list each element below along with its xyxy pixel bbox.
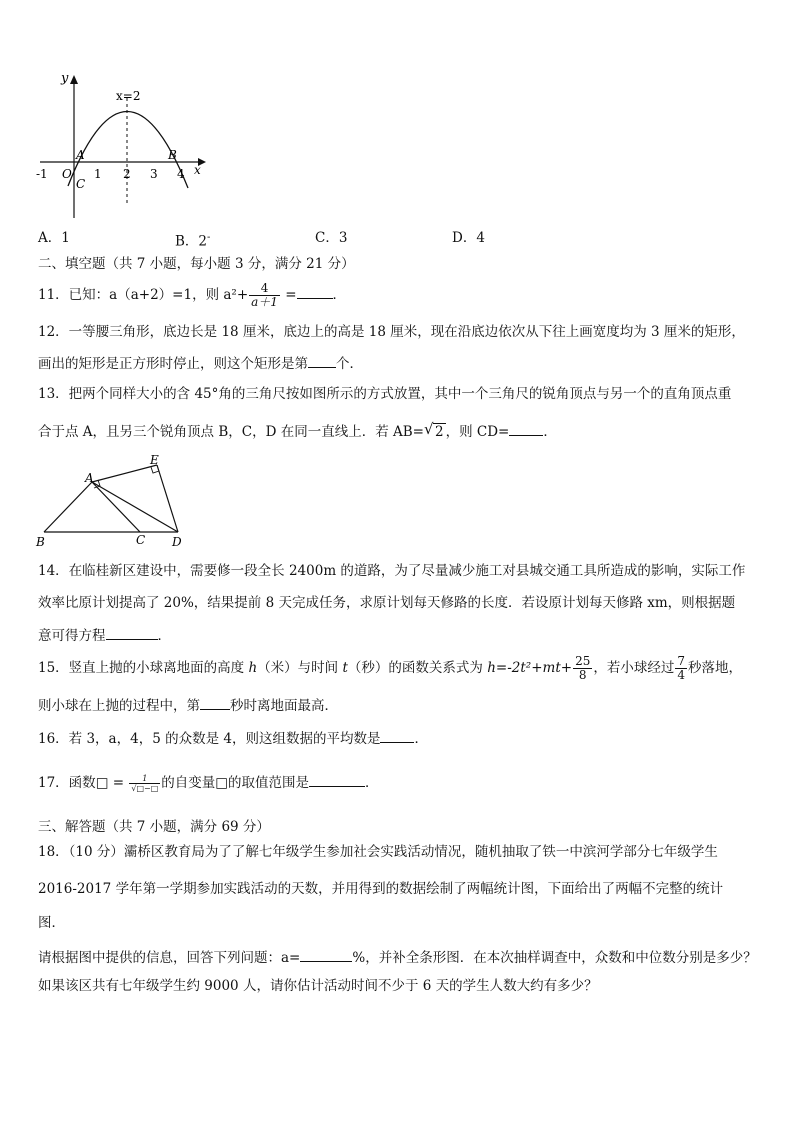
x-label: x bbox=[194, 163, 201, 177]
q17-frac-den: √□−□ bbox=[131, 784, 159, 793]
q13-line2-end: ． bbox=[543, 424, 557, 440]
q15-mid1: （米）与时间 bbox=[257, 660, 343, 676]
q18-line1: 18．（10 分）灞桥区教育局为了了解七年级学生参加社会实践活动情况，随机抽取了铁一中滨河学部分七年级学生 bbox=[38, 844, 718, 860]
q15-frac2-num: 7 bbox=[677, 654, 685, 668]
q15-post: 秒落地， bbox=[687, 660, 742, 676]
q18-line4-pre: 请根据图中提供的信息，回答下列问题：a= bbox=[38, 950, 301, 966]
option-d[interactable]: D．4 bbox=[452, 230, 485, 246]
tick-label: 1 bbox=[94, 167, 102, 181]
q17-fraction bbox=[129, 774, 160, 793]
option-a[interactable]: A．1 bbox=[38, 230, 70, 246]
q12-line2-post: 个． bbox=[336, 356, 363, 372]
q15-line2-post: 秒时离地面最高． bbox=[230, 698, 338, 714]
q17-post: 的取值范围是 bbox=[228, 775, 310, 791]
q13-answer-blank[interactable] bbox=[509, 421, 543, 436]
q14-line2: 效率比原计划提高了 20%，结果提前 8 天完成任务，求原计划每天修路的长度．若设原计划每天修路 xm，则根据题 bbox=[38, 595, 736, 611]
label-e: E bbox=[150, 453, 159, 467]
q15-frac1-den: 8 bbox=[573, 668, 592, 682]
sqrt-icon: √ bbox=[423, 420, 434, 438]
parabola-graph bbox=[30, 68, 210, 228]
q17-box2: □ bbox=[215, 775, 229, 791]
option-b-text: B．2 bbox=[175, 233, 208, 250]
label-a: A bbox=[85, 471, 94, 485]
q13-line2 bbox=[38, 421, 557, 441]
q16-pre: 16．若 3，a，4，5 的众数是 4，则这组数据的平均数是 bbox=[38, 731, 381, 747]
q15-frac2-den: 4 bbox=[677, 668, 685, 682]
axis-line-label: x=2 bbox=[116, 89, 141, 103]
point-c-label: C bbox=[76, 177, 86, 191]
option-c[interactable]: C．3 bbox=[315, 230, 348, 246]
q13-line2-mid: ，则 CD= bbox=[445, 424, 510, 440]
q15-line2-pre: 则小球在上抛的过程中，第 bbox=[38, 698, 200, 714]
q12-line2 bbox=[38, 353, 363, 373]
q16-answer-blank[interactable] bbox=[380, 728, 414, 743]
q11-prefix: 11．已知：a（a+2）=1，则 a²+ bbox=[38, 287, 249, 303]
q15-pre: 15．竖直上抛的小球离地面的高度 bbox=[38, 660, 249, 676]
y-axis-arrow bbox=[70, 75, 78, 84]
line-ae bbox=[92, 465, 157, 482]
option-b-sup: - bbox=[207, 232, 211, 243]
y-label: y bbox=[61, 71, 69, 86]
question-11 bbox=[38, 277, 346, 313]
label-b: B bbox=[36, 535, 45, 549]
q13-line2-pre: 合于点 A，且另三个锐角顶点 B，C，D 在同一直线上．若 AB= bbox=[38, 424, 424, 440]
q11-fraction bbox=[249, 282, 280, 309]
q15-mid2: （秒）的函数关系式为 bbox=[347, 660, 488, 676]
q18-line2: 2016-2017 学年第一学期参加实践活动的天数，并用得到的数据绘制了两幅统计图，下面给出了两幅不完整的统计 bbox=[38, 881, 724, 897]
line-ab bbox=[44, 482, 92, 532]
q13-sqrt bbox=[423, 420, 446, 441]
question-17 bbox=[38, 766, 379, 800]
q18-answer-blank[interactable] bbox=[300, 947, 352, 962]
q13-line1: 13．把两个同样大小的含 45°角的三角尺按如图所示的方式放置，其中一个三角尺的锐角顶点与另一个的直角顶点重 bbox=[38, 386, 732, 402]
q18-line3: 图． bbox=[38, 915, 65, 931]
section3-header: 三、解答题（共 7 小题，满分 69 分） bbox=[38, 819, 270, 835]
q17-eq: = bbox=[108, 775, 129, 791]
origin-label: O bbox=[62, 167, 72, 181]
q15-t: t bbox=[342, 660, 348, 676]
label-d: D bbox=[172, 535, 182, 549]
q15-frac2 bbox=[675, 655, 687, 682]
q15-frac1 bbox=[573, 655, 592, 682]
q14-line1: 14．在临桂新区建设中，需要修一段全长 2400m 的道路，为了尽量减少施工对县城交通工具所造成的影响，实际工作 bbox=[38, 563, 746, 579]
section2-header: 二、填空题（共 7 小题，每小题 3 分，满分 21 分） bbox=[38, 256, 355, 272]
q11-suffix: = bbox=[280, 287, 297, 303]
tick-label: 4 bbox=[177, 167, 185, 181]
label-c: C bbox=[136, 533, 146, 547]
q14-line3-pre: 意可得方程 bbox=[38, 628, 106, 644]
q17-mid: 的自变量 bbox=[161, 775, 216, 791]
q18-line5: 如果该区共有七年级学生约 9000 人，请你估计活动时间不少于 6 天的学生人数大约有多少？ bbox=[38, 978, 598, 994]
q11-end: ． bbox=[332, 287, 347, 303]
q15-answer-blank[interactable] bbox=[200, 695, 230, 710]
q11-answer-blank[interactable] bbox=[297, 284, 333, 299]
option-b[interactable] bbox=[175, 229, 210, 251]
q11-frac-num: 4 bbox=[260, 281, 269, 295]
point-b-label: B bbox=[168, 148, 177, 162]
q14-answer-blank[interactable] bbox=[106, 625, 158, 640]
q15-mid3: ，若小球经过 bbox=[593, 660, 675, 676]
q13-sqrt-value: 2 bbox=[434, 424, 444, 440]
line-ac bbox=[92, 482, 140, 532]
q16-end: ． bbox=[414, 731, 428, 747]
q18-line4 bbox=[38, 947, 757, 967]
q17-frac-num: 1 bbox=[142, 774, 148, 783]
q14-line3-end: ． bbox=[157, 628, 171, 644]
q12-answer-blank[interactable] bbox=[308, 353, 336, 368]
tick-label: 3 bbox=[150, 167, 158, 181]
point-a-label: A bbox=[76, 148, 85, 162]
q15-h: h bbox=[248, 660, 258, 676]
q17-box1: □ bbox=[95, 775, 109, 791]
q15-frac1-num: 25 bbox=[575, 654, 591, 668]
question-16 bbox=[38, 728, 428, 748]
q18-line4-post: %，并补全条形图．在本次抽样调查中，众数和中位数分别是多少？ bbox=[352, 950, 757, 966]
q14-line3 bbox=[38, 625, 171, 645]
q17-end: ． bbox=[365, 775, 379, 791]
tick-label: -1 bbox=[36, 167, 48, 181]
q12-line1: 12．一等腰三角形，底边长是 18 厘米，底边上的高是 18 厘米，现在沿底边依次从下往上画宽度均为 3 厘米的矩形， bbox=[38, 324, 745, 340]
q17-answer-blank[interactable] bbox=[309, 772, 365, 787]
q15-formula: h=-2t²+mt+ bbox=[487, 660, 573, 676]
q12-line2-pre: 画出的矩形是正方形时停止，则这个矩形是第 bbox=[38, 356, 308, 372]
q15-line2 bbox=[38, 695, 338, 715]
q17-pre: 17．函数 bbox=[38, 775, 96, 791]
q11-frac-den: a＋1 bbox=[251, 295, 278, 309]
tick-label: 2 bbox=[123, 167, 131, 181]
q15-line1 bbox=[38, 650, 742, 686]
triangle-figure bbox=[32, 452, 192, 552]
